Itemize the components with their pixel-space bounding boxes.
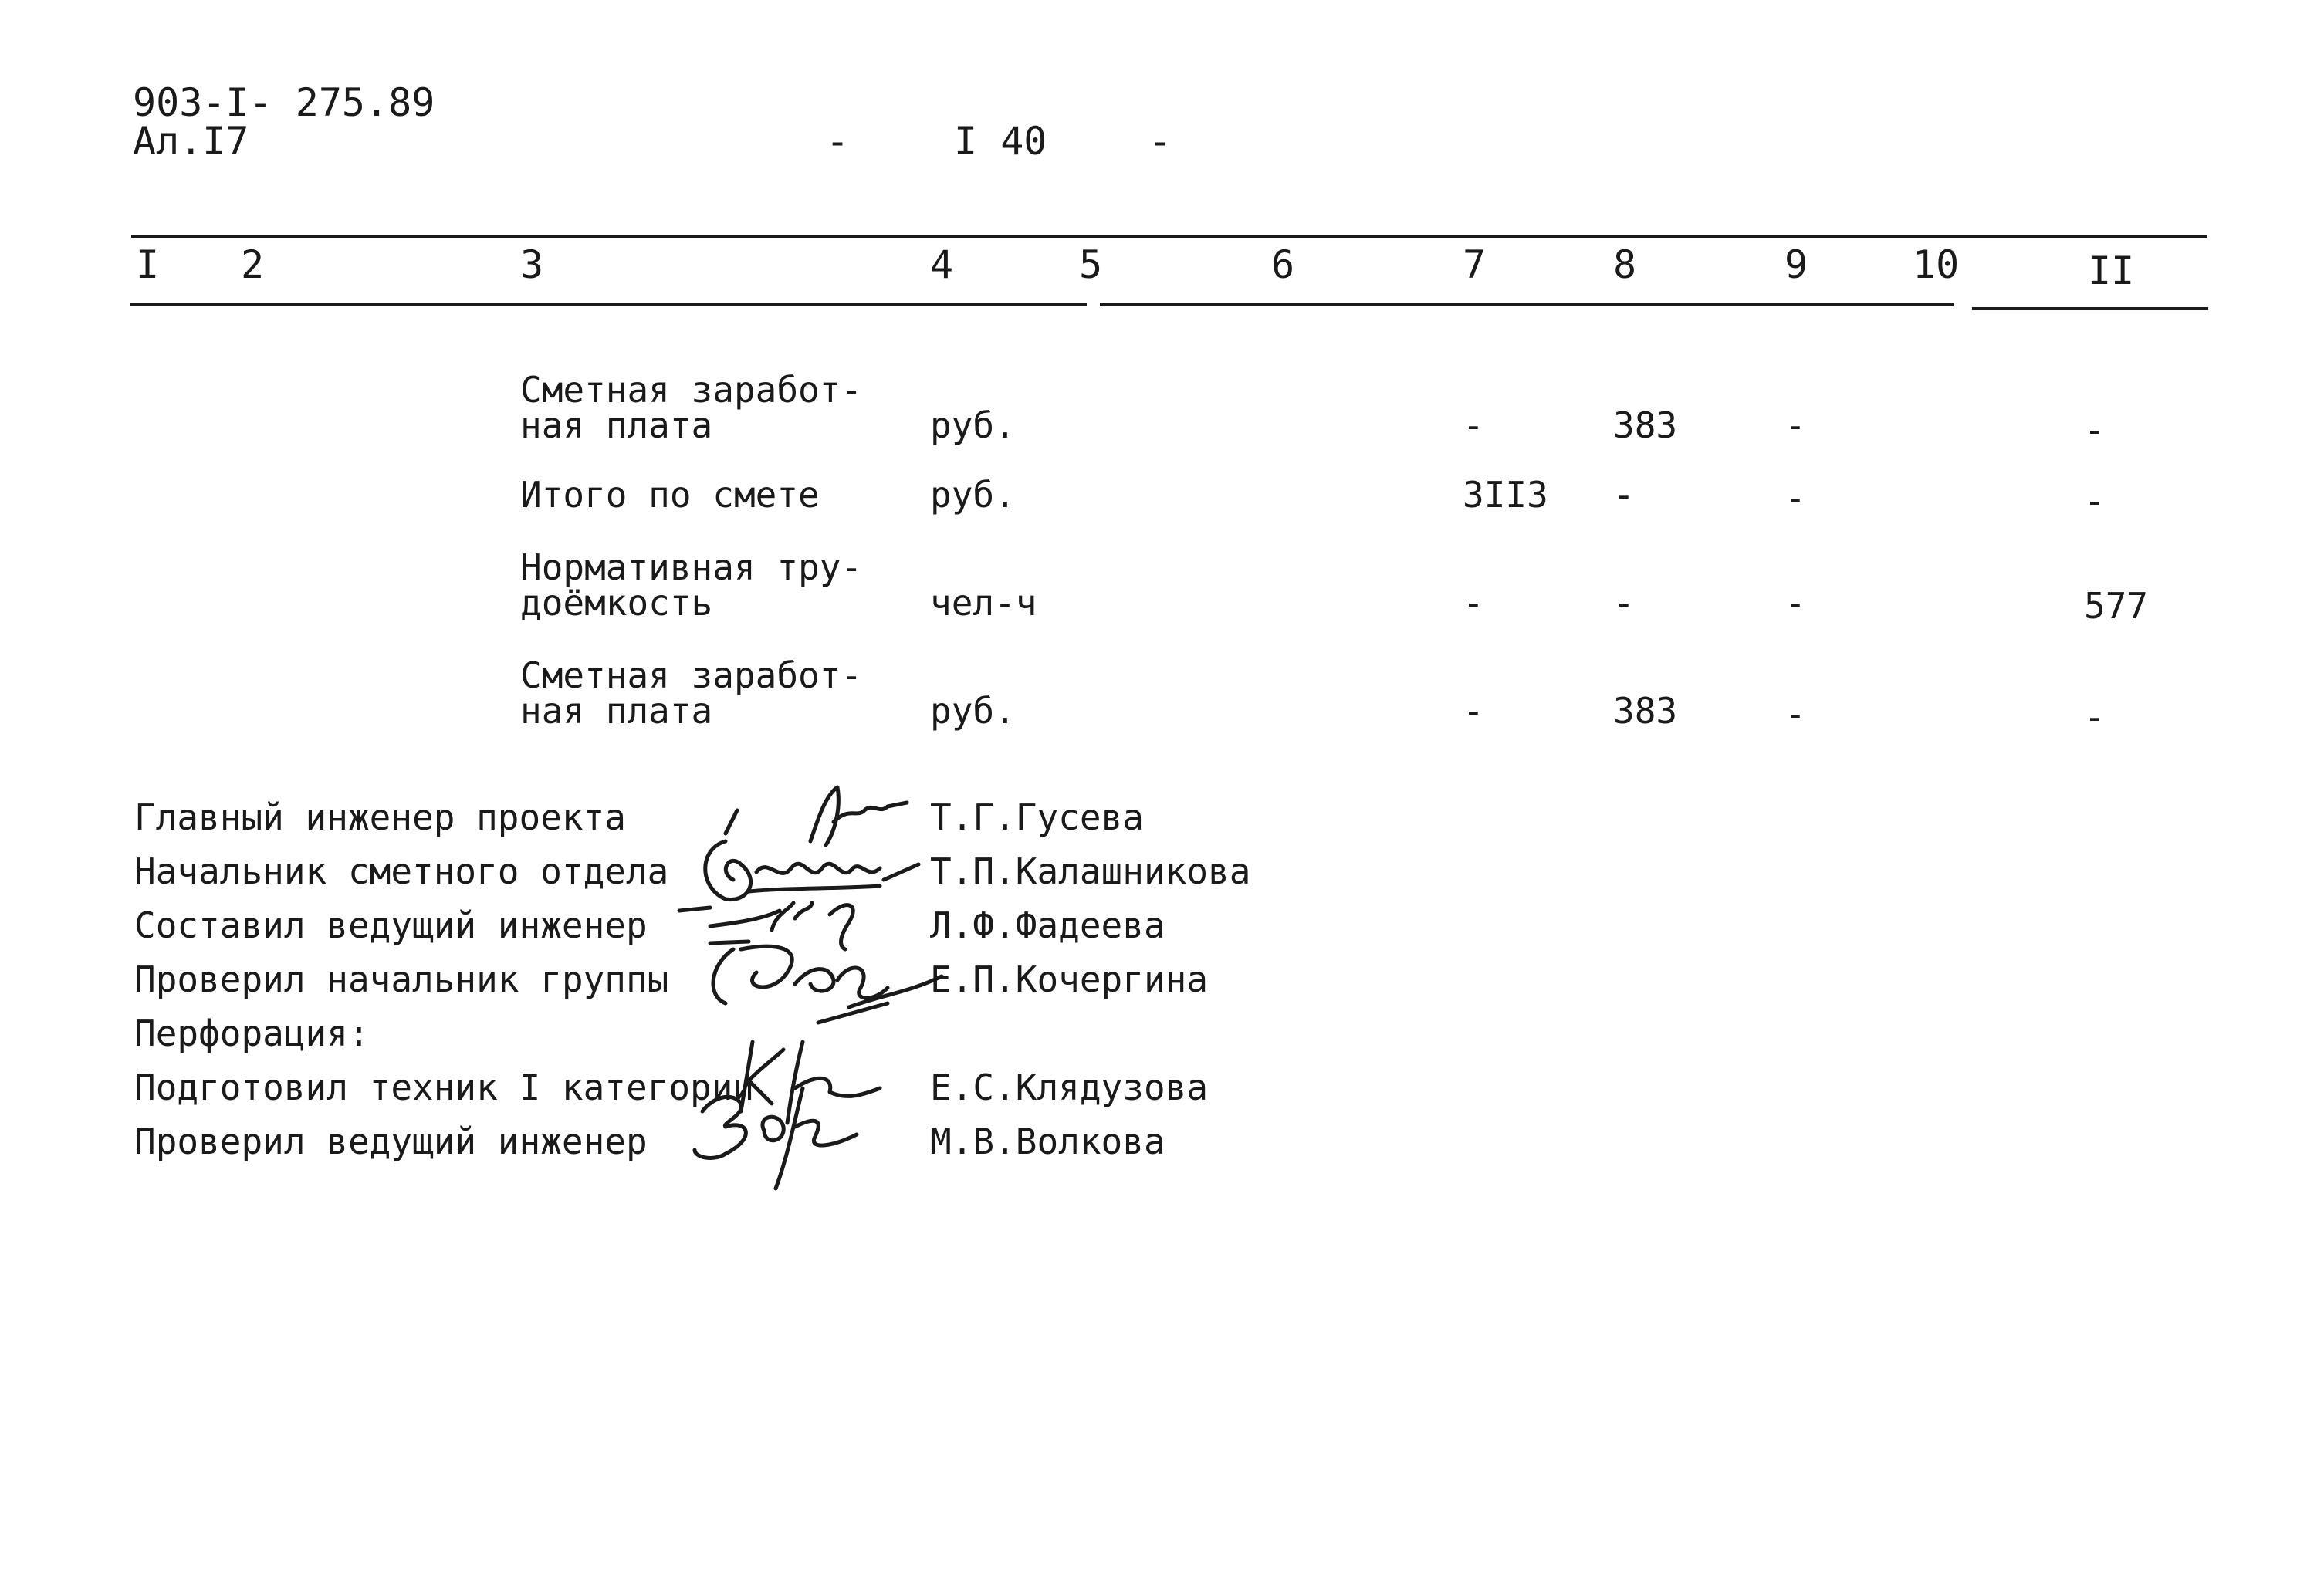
row-label: Сметная заработ- ная плата: [520, 654, 863, 732]
signature-name: Е.П.Кочергина: [930, 959, 1209, 1000]
cell-col11: -: [2084, 480, 2106, 522]
cell-col8: 383: [1613, 690, 1678, 732]
signature-name: Т.Г.Гусева: [930, 796, 1144, 838]
page-dash-left: -: [826, 119, 850, 164]
column-number: 2: [241, 242, 265, 287]
table-top-rule: [131, 235, 2207, 238]
column-number: 3: [520, 242, 544, 287]
sheet-label: Ал.I7: [133, 119, 249, 164]
row-unit: руб.: [930, 474, 1016, 516]
perforation-label: Перфорация:: [134, 1013, 370, 1054]
signature-name: Е.С.Клядузова: [930, 1067, 1209, 1108]
cell-col9: -: [1784, 477, 1806, 519]
cell-col9: -: [1784, 582, 1806, 624]
handwritten-signature: [695, 934, 949, 1034]
signature-role: Главный инженер проекта: [134, 796, 626, 838]
column-number: II: [2088, 249, 2135, 293]
table-header-rule-1: [130, 303, 1087, 306]
column-number: 4: [930, 242, 954, 287]
column-number: 9: [1784, 242, 1808, 287]
cell-col8: -: [1613, 582, 1635, 624]
column-number: 5: [1079, 242, 1103, 287]
cell-col9: -: [1784, 693, 1806, 735]
column-number: 10: [1913, 242, 1960, 287]
cell-col7: -: [1463, 690, 1484, 732]
cell-col8: 383: [1613, 404, 1678, 446]
table-header-rule-3: [1972, 307, 2208, 310]
document-code: 903-I- 275.89: [133, 80, 435, 125]
signature-role: Проверил начальник группы: [134, 959, 669, 1000]
row-label: Сметная заработ- ная плата: [520, 369, 863, 446]
row-unit: чел-ч: [930, 582, 1037, 624]
signature-name: Л.Ф.Фадеева: [930, 905, 1165, 946]
cell-col7: 3II3: [1463, 474, 1548, 516]
column-number: 7: [1463, 242, 1487, 287]
signature-role: Начальник сметного отдела: [134, 850, 669, 892]
row-label: Нормативная тру- доёмкость: [520, 546, 863, 624]
signature-role: Составил ведущий инженер: [134, 905, 648, 946]
signature-name: Т.П.Калашникова: [930, 850, 1251, 892]
column-number: 8: [1613, 242, 1637, 287]
cell-col7: -: [1463, 404, 1484, 446]
row-unit: руб.: [930, 404, 1016, 446]
cell-col11: -: [2084, 409, 2106, 451]
cell-col11: 577: [2084, 585, 2149, 627]
table-header-rule-2: [1100, 303, 1954, 306]
handwritten-signature: [679, 1073, 880, 1189]
page-number: I 40: [954, 119, 1047, 164]
row-unit: руб.: [930, 690, 1016, 732]
column-number: I: [136, 242, 160, 287]
row-label: Итого по смете: [520, 474, 820, 516]
cell-col9: -: [1784, 404, 1806, 446]
column-number: 6: [1271, 242, 1295, 287]
signature-role: Проверил ведущий инженер: [134, 1121, 648, 1162]
cell-col8: -: [1613, 474, 1635, 516]
cell-col7: -: [1463, 582, 1484, 624]
cell-col11: -: [2084, 696, 2106, 738]
signature-name: М.В.Волкова: [930, 1121, 1165, 1162]
signature-role: Подготовил техник I категории: [134, 1067, 755, 1108]
page-dash-right: -: [1148, 119, 1172, 164]
